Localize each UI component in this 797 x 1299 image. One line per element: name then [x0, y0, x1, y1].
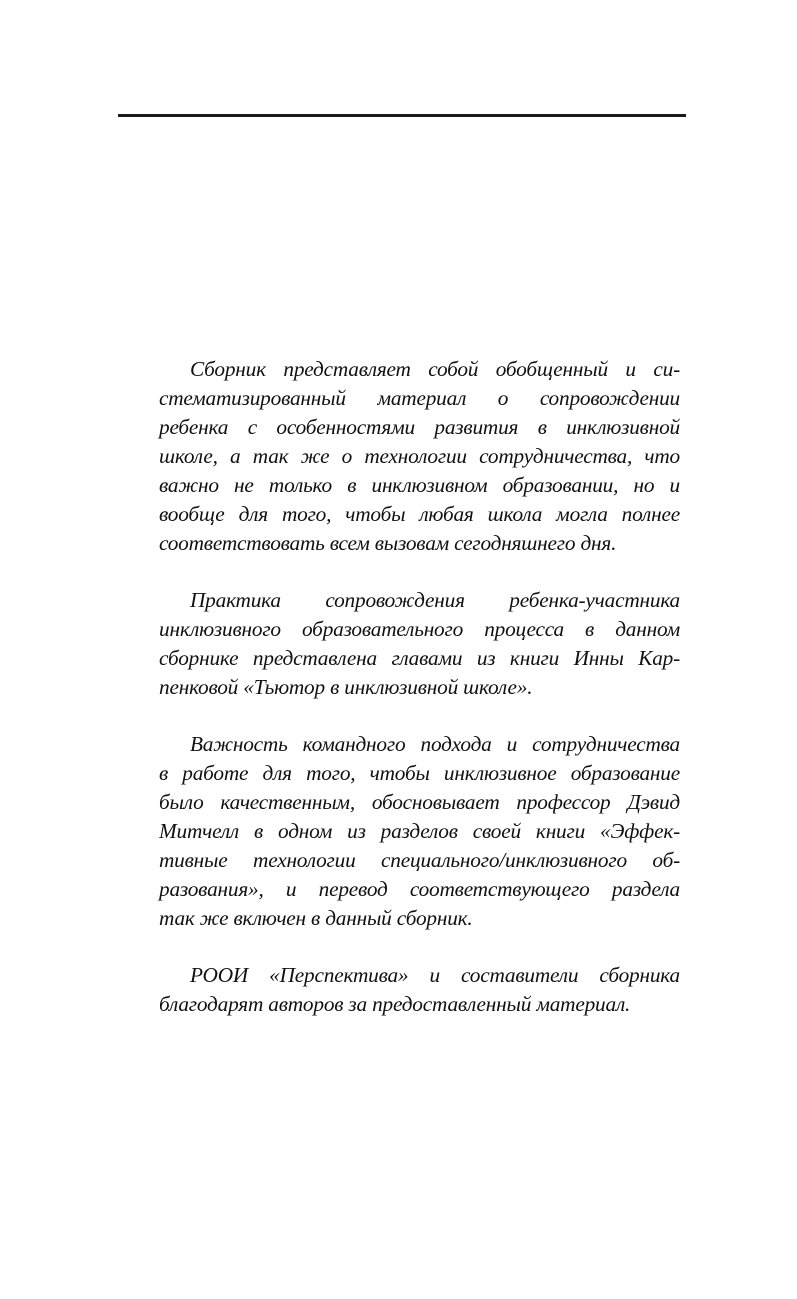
paragraph-1	[159, 355, 680, 558]
top-rule	[118, 114, 686, 117]
text-line: так же включен в данный сборник.	[159, 906, 473, 930]
text-line: пенковой «Тьютор в инклюзивной школе».	[159, 675, 533, 699]
annotation-text	[159, 355, 680, 1019]
text-line: Сборник представляет собой обобщенный и си-	[190, 357, 680, 381]
text-line: было качественным, обосновывает профессор Дэвид	[159, 790, 680, 814]
text-line: Митчелл в одном из разделов своей книги «Эффек-	[159, 819, 680, 843]
text-line: благодарят авторов за предоставленный материал.	[159, 992, 631, 1016]
text-line: ребенка с особенностями развития в инклюзивной	[159, 415, 680, 439]
text-line: Важность командного подхода и сотрудничества	[190, 732, 680, 756]
paragraph-3	[159, 730, 680, 933]
text-line: тивные технологии специального/инклюзивного об-	[159, 848, 680, 872]
paragraph-4	[159, 961, 680, 1019]
text-line: в работе для того, чтобы инклюзивное образование	[159, 761, 680, 785]
text-line: стематизированный материал о сопровождении	[159, 386, 680, 410]
text-line: вообще для того, чтобы любая школа могла полнее	[159, 502, 680, 526]
text-line: разования», и перевод соответствующего раздела	[159, 877, 680, 901]
text-line: школе, а так же о технологии сотрудничества, что	[159, 444, 680, 468]
paragraph-2	[159, 586, 680, 702]
text-line: важно не только в инклюзивном образовании, но и	[159, 473, 680, 497]
text-line: сборнике представлена главами из книги Инны Кар-	[159, 646, 680, 670]
text-line: соответствовать всем вызовам сегодняшнего дня.	[159, 531, 617, 555]
text-line: Практика сопровождения ребенка-участника	[190, 588, 680, 612]
text-line: РООИ «Перспектива» и составители сборника	[190, 963, 680, 987]
text-line: инклюзивного образовательного процесса в данном	[159, 617, 680, 641]
